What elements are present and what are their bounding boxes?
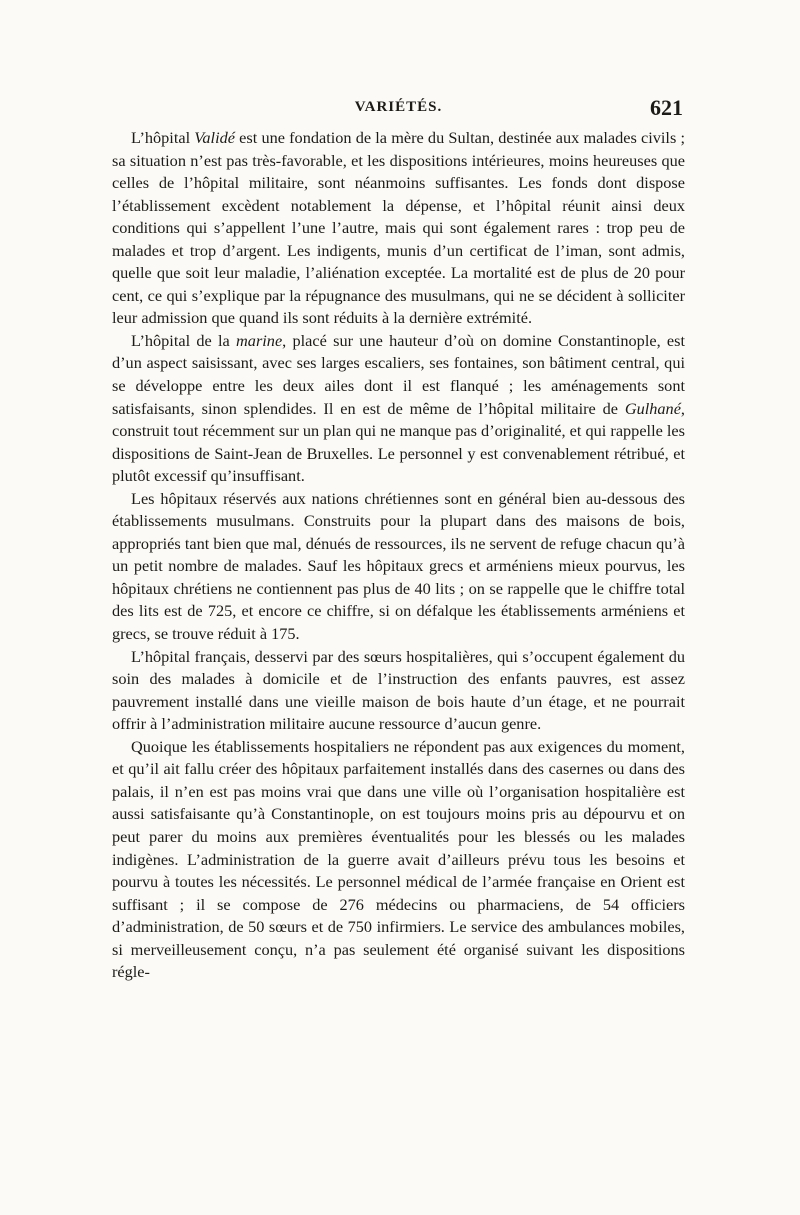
paragraph-hopitaux-chretiens: Les hôpitaux réservés aux nations chrétiennes sont en général bien au-dessous des établissements musulmans. Construits pour la plupart dans des maisons de bois, appropriés tant bien que mal, dénués de ressources, ils ne servent de refuge chacun qu’à un petit nombre de malades. Sauf les hôpitaux grecs et arméniens mieux pourvus, les hôpitaux chrétiens ne contiennent pas plus de 40 lits ; on se rappelle que le chiffre total des lits est de 725, et encore ce chiffre, si on défalque les établissements arméniens et grecs, se trouve réduit à 175. <box>112 488 685 644</box>
running-title: VARIÉTÉS. <box>354 99 443 115</box>
paragraph-hopital-francais: L’hôpital français, desservi par des sœurs hospitalières, qui s’occupent également du soin des malades à domicile et de l’instruction des enfants pauvres, est assez pauvrement installé dans une vieille maison de bois haute d’un étage, et ne pourrait offrir à l’administration militaire aucune ressource d’aucun genre. <box>112 646 685 734</box>
paragraph-hopital-marine <box>112 330 685 488</box>
italic-name-gulhane: Gulhané <box>624 398 681 418</box>
paragraph-text: L’hôpital de la <box>131 330 237 350</box>
book-page <box>112 95 685 984</box>
paragraph-hopital-valide <box>112 127 685 330</box>
paragraph-text: , placé sur une hauteur d’où on domine Constantinople, est d’un aspect saisissant, avec ses larges escaliers, ses fontaines, son bâtiment central, qui se développe entre les deux ailes dont il est flanqué ; les aménagements sont satisfaisants, sinon splendides. Il en est de même de l’hôpital militaire de <box>112 330 685 418</box>
paragraph-etablissements-hospitaliers: Quoique les établissements hospitaliers ne répondent pas aux exigences du moment, et qu’il ait fallu créer des hôpitaux parfaitement installés dans des casernes ou dans des palais, il n’en est pas moins vrai que dans une ville où l’organisation hospitalière est aussi satisfaisante qu’à Constantinople, on est toujours moins pris au dépourvu et on peut parer du moins aux premières éventualités pour les blessés ou les malades indigènes. L’administration de la guerre avait d’ailleurs prévu tous les besoins et pourvu à toutes les nécessités. Le personnel médical de l’armée française en Orient est suffisant ; il se compose de 276 médecins ou pharmaciens, de 54 officiers d’administration, de 50 sœurs et de 750 infirmiers. Le service des ambulances mobiles, si merveilleusement conçu, n’a pas seulement été organisé suivant les dispositions régle- <box>112 736 685 982</box>
paragraph-text: L’hôpital <box>131 128 195 147</box>
paragraph-text: est une fondation de la mère du Sultan, destinée aux malades civils ; sa situation n’est pas très-favorable, et les dispositions intérieures, moins heureuses que celles de l’hôpital militaire, sont néanmoins suffisantes. Les fonds dont dispose l’établissement excèdent notablement la dépense, et l’hôpital réunit ainsi deux conditions qui s’appellent l’une l’autre, mais qui sont également rares : trop peu de malades et trop d’argent. Les indigents, munis d’un certificat de l’iman, sont admis, quelle que soit leur maladie, l’aliénation exceptée. La mortalité est de plus de 20 pour cent, ce qui s’explique par la répugnance des musulmans, qui ne se décident à solliciter leur admission que quand ils sont réduits à la dernière extrémité. <box>112 128 685 328</box>
page-number: 621 <box>650 95 683 120</box>
running-head <box>112 95 685 121</box>
italic-word-marine: marine <box>236 330 283 350</box>
paragraph-text: , construit tout récemment sur un plan qui ne manque pas d’originalité, et qui rappelle les dispositions de Saint-Jean de Bruxelles. Le personnel y est convenablement rétribué, et plutôt excessif qu’insuffisant. <box>112 398 685 486</box>
italic-name-valide: Validé <box>194 128 235 147</box>
